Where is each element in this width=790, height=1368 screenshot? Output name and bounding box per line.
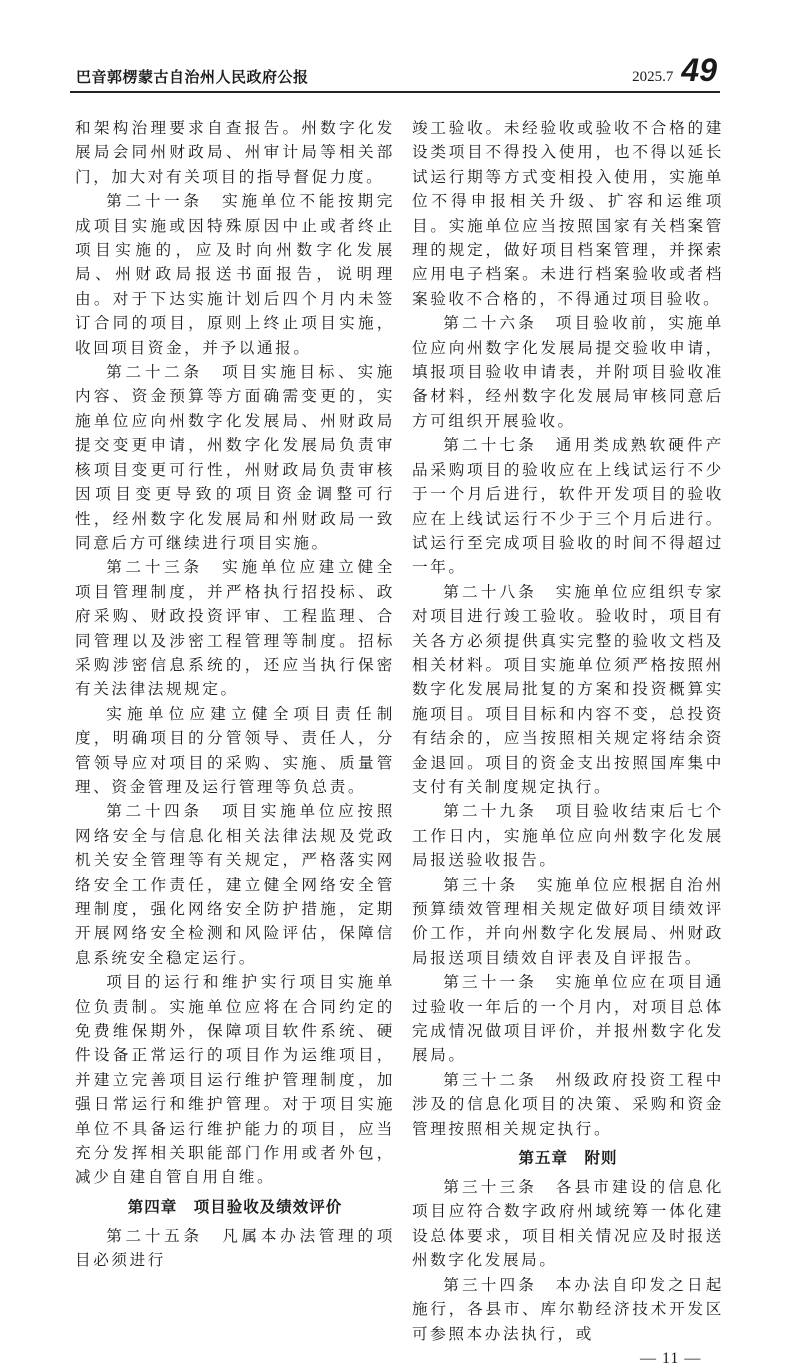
paragraph: 第二十五条 凡属本办法管理的项目必须进行 xyxy=(75,1226,395,1270)
paragraph: 第二十九条 项目验收结束后七个工作日内，实施单位应向州数字化发展局报送验收报告。 xyxy=(412,802,724,870)
chapter-heading: 第五章 附则 xyxy=(518,1149,618,1168)
paragraph: 第二十七条 通用类成熟软硬件产品采购项目的验收应在上线试运行不少于一个月后进行，软件开发项目的验收应在上线试运行不少于三个月后进行。试运行至完成项目验收的时间不得超过一年。 xyxy=(412,436,724,577)
journal-title: 巴音郭楞蒙古自治州人民政府公报 xyxy=(76,68,309,86)
paragraph: 第二十四条 项目实施单位应按照网络安全与信息化相关法律法规及党政机关安全管理等有关规定，严格落实网络安全工作责任，建立健全网络安全管理制度，强化网络安全防护措施，定期开展网络安全检测和风险评估，保障信息系统安全稳定运行。 xyxy=(75,802,395,967)
paragraph: 竣工验收。未经验收或验收不合格的建设类项目不得投入使用，也不得以延长试运行期等方式变相投入使用，实施单位不得申报相关升级、扩容和运维项目。实施单位应当按照国家有关档案管理的规定，做好项目档案管理，并探索应用电子档案。未进行档案验收或者档案验收不合格的，不得通过项目验收。 xyxy=(412,119,724,308)
paragraph: 实施单位应建立健全项目责任制度，明确项目的分管领导、责任人，分管领导应对项目的采购、实施、质量管理、资金管理及运行管理等负总责。 xyxy=(75,704,395,796)
paragraph: 第三十四条 本办法自印发之日起施行，各县市、库尔勒经济技术开发区可参照本办法执行，或 xyxy=(412,1275,724,1343)
paragraph: 和架构治理要求自查报告。州数字化发展局会同州财政局、州审计局等相关部门，加大对有关项目的指导督促力度。 xyxy=(75,119,395,186)
left-column xyxy=(75,116,395,1273)
header-rule xyxy=(70,91,720,93)
paragraph: 第二十三条 实施单位应建立健全项目管理制度，并严格执行招投标、政府采购、财政投资评审、工程监理、合同管理以及涉密工程管理等制度。招标采购涉密信息系统的，还应当执行保密有关法律法规规定。 xyxy=(75,558,395,699)
paragraph: 项目的运行和维护实行项目实施单位负责制。实施单位应将在合同约定的免费维保期外，保障项目软件系统、硬件设备正常运行的项目作为运维项目，并建立完善项目运行维护管理制度，加强日常运行和维护管理。对于项目实施单位不具备运行维护能力的项目，应当充分发挥相关职能部门作用或者外包，减少自建自管自用自维。 xyxy=(75,973,395,1187)
page-number: — 11 — xyxy=(640,1350,702,1367)
paragraph: 第三十条 实施单位应根据自治州预算绩效管理相关规定做好项目绩效评价工作，并向州数字化发展局、州财政局报送项目绩效自评表及自评报告。 xyxy=(412,875,724,967)
paragraph: 第三十二条 州级政府投资工程中涉及的信息化项目的决策、采购和资金管理按照相关规定执行。 xyxy=(412,1070,724,1138)
issue-date: 2025.7 xyxy=(632,69,674,85)
paragraph: 第二十二条 项目实施目标、实施内容、资金预算等方面确需变更的，实施单位应向州数字化发展局、州财政局提交变更申请，州数字化发展局负责审核项目变更可行性，州财政局负责审核因项目变更导致的项目资金调整可行性，经州数字化发展局和州财政局一致同意后方可继续进行项目实施。 xyxy=(75,363,395,552)
paragraph: 第二十六条 项目验收前，实施单位应向州数字化发展局提交验收申请，填报项目验收申请表，并附项目验收准备材料，经州数字化发展局审核同意后方可组织开展验收。 xyxy=(412,314,724,430)
paragraph: 第三十一条 实施单位应在项目通过验收一年后的一个月内，对项目总体完成情况做项目评价，并报州数字化发展局。 xyxy=(412,973,724,1065)
issue-info xyxy=(632,52,720,89)
right-column xyxy=(412,116,724,1346)
issue-number: 49 xyxy=(681,52,717,88)
paragraph: 第二十八条 实施单位应组织专家对项目进行竣工验收。验收时，项目有关各方必须提供真实完整的验收文档及相关材料。项目实施单位须严格按照州数字化发展局批复的方案和投资概算实施项目。项目目标和内容不变，总投资有结余的，应当按照相关规定将结余资金退回。项目的资金支出按照国库集中支付有关制度规定执行。 xyxy=(412,582,724,796)
paragraph: 第三十三条 各县市建设的信息化项目应符合数字政府州域统筹一体化建设总体要求，项目相关情况应及时报送州数字化发展局。 xyxy=(412,1178,724,1270)
paragraph: 第二十一条 实施单位不能按期完成项目实施或因特殊原因中止或者终止项目实施的，应及时向州数字化发展局、州财政局报送书面报告，说明理由。对于下达实施计划后四个月内未签订合同的项目，原则上终止项目实施，收回项目资金，并予以通报。 xyxy=(75,192,395,357)
chapter-heading: 第四章 项目验收及绩效评价 xyxy=(127,1197,343,1216)
